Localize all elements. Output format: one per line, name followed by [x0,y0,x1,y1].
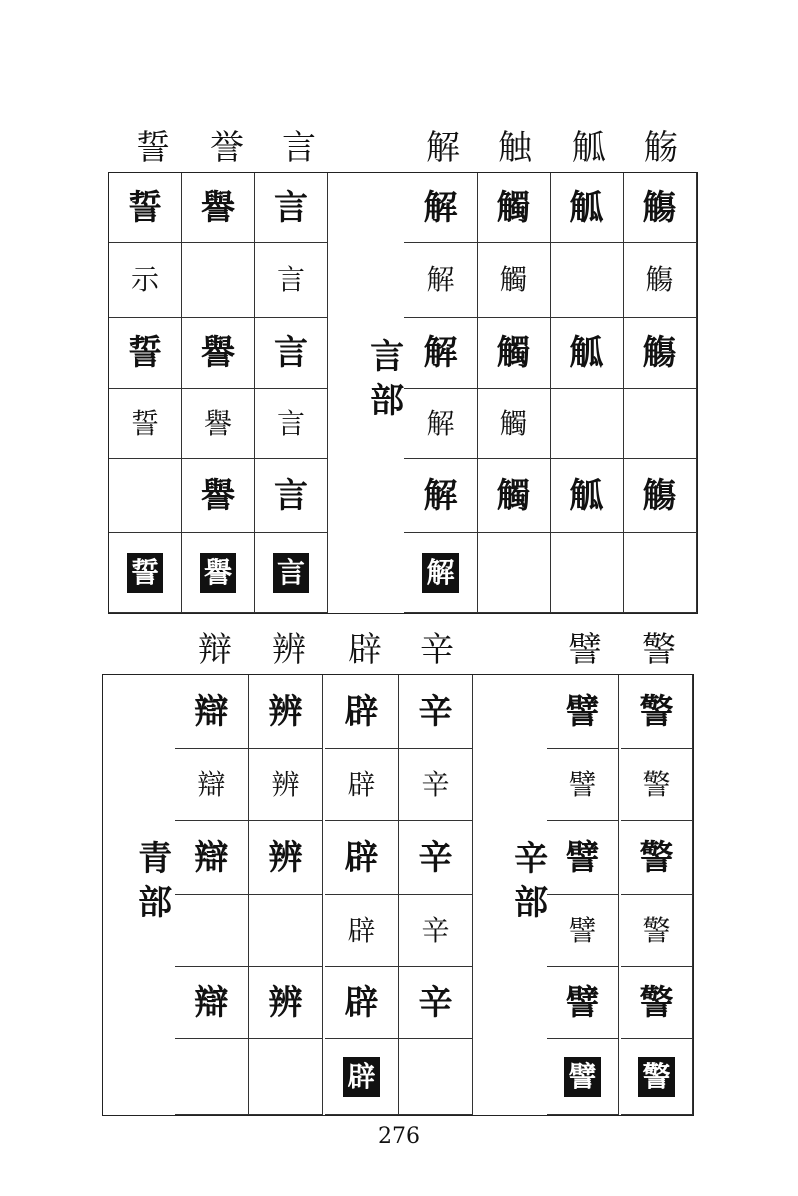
glyph-character: 辯 [194,982,229,1023]
glyph-cell [399,895,473,967]
glyph-cell [404,533,478,613]
glyph-character: 辟 [343,1057,379,1097]
glyph-character: 言 [274,187,308,228]
glyph-cell [621,821,693,895]
glyph-character: 譽 [201,187,235,228]
glyph-character: 譽 [200,553,236,593]
glyph-cell [109,243,182,318]
glyph-character: 誓 [128,187,162,228]
glyph-cell [399,967,473,1039]
glyph-cell [249,749,323,821]
glyph-cell [175,895,249,967]
glyph-character: 觸 [496,187,531,228]
top-header-0: 誓 [136,128,170,168]
glyph-cell [325,749,399,821]
glyph-cell [547,821,619,895]
glyph-cell [325,821,399,895]
glyph-cell [621,967,693,1039]
top-header-5: 觚 [572,128,606,168]
page-number: 276 [378,1124,420,1149]
glyph-character: 觸 [499,406,528,440]
top-header-4: 触 [498,128,532,168]
glyph-character: 解 [423,333,458,373]
bottom-section-right: 辛部 [507,840,548,928]
glyph-character: 解 [426,263,455,296]
glyph-cell [623,459,697,533]
glyph-character: 譽 [201,333,235,373]
glyph-cell [404,173,478,243]
glyph-character: 譽 [203,406,232,440]
glyph-cell [249,895,323,967]
glyph-character: 辛 [418,837,453,878]
glyph-character: 辨 [268,691,303,732]
glyph-character: 辯 [194,837,229,878]
top-header-2: 言 [282,128,316,168]
glyph-cell [477,459,551,533]
glyph-character: 誓 [130,406,159,440]
glyph-character: 譬 [568,913,597,947]
glyph-cell [477,533,551,613]
glyph-cell [182,533,255,613]
glyph-character: 言 [274,475,308,516]
top-glyph-grid [108,172,698,614]
top-header-6: 觞 [644,128,678,168]
glyph-cell [249,675,323,749]
glyph-cell [547,967,619,1039]
glyph-cell [175,821,249,895]
top-section-label: 言部 [363,338,404,426]
glyph-cell [255,318,328,389]
glyph-character: 辯 [197,767,226,801]
glyph-character: 觴 [642,187,677,228]
glyph-cell [477,173,551,243]
glyph-cell [182,173,255,243]
glyph-cell [547,749,619,821]
glyph-cell [182,459,255,533]
glyph-cell [255,389,328,459]
glyph-cell [477,389,551,459]
glyph-character: 言 [274,333,308,373]
bottom-header-2: 辟 [348,630,382,670]
glyph-character: 觸 [499,263,528,296]
glyph-cell [623,533,697,613]
glyph-cell [547,1039,619,1115]
glyph-character: 警 [642,767,671,801]
glyph-cell [399,821,473,895]
glyph-character: 解 [423,475,458,516]
glyph-character: 解 [426,406,455,440]
glyph-cell [182,243,255,318]
glyph-character: 觴 [642,475,677,516]
glyph-character: 辟 [344,837,379,878]
glyph-cell [399,1039,473,1115]
glyph-cell [325,967,399,1039]
glyph-cell [182,318,255,389]
glyph-cell [623,243,697,318]
glyph-character: 辟 [344,691,379,732]
glyph-character: 觚 [569,187,604,228]
bottom-header-4: 譬 [568,630,602,670]
glyph-cell [399,675,473,749]
glyph-character: 誓 [127,553,163,593]
glyph-cell [109,533,182,613]
glyph-character: 譽 [201,475,235,516]
glyph-cell [404,389,478,459]
glyph-character: 觸 [496,475,531,516]
glyph-character: 譬 [568,767,597,801]
top-header-3: 解 [426,128,460,168]
glyph-cell [550,243,624,318]
glyph-character: 辨 [268,837,303,878]
glyph-cell [249,967,323,1039]
glyph-cell [249,1039,323,1115]
bottom-header-5: 警 [642,630,676,670]
glyph-cell [175,675,249,749]
glyph-cell [399,749,473,821]
glyph-character: 辟 [347,913,376,947]
glyph-character: 警 [642,913,671,947]
glyph-cell [182,389,255,459]
glyph-cell [255,173,328,243]
glyph-cell [325,1039,399,1115]
glyph-character: 辨 [268,982,303,1023]
glyph-cell [547,675,619,749]
glyph-cell [404,459,478,533]
glyph-cell [550,318,624,389]
glyph-character: 譬 [565,837,600,878]
glyph-character: 警 [639,691,674,732]
glyph-character: 辛 [421,767,450,801]
glyph-character: 言 [273,553,309,593]
glyph-character: 警 [639,837,674,878]
glyph-cell [550,389,624,459]
glyph-cell [621,749,693,821]
glyph-cell [175,1039,249,1115]
glyph-character: 觚 [569,333,604,373]
glyph-character: 示 [130,263,159,296]
glyph-character: 言 [276,406,305,440]
bottom-header-3: 辛 [420,630,454,670]
glyph-character: 觚 [569,475,604,516]
glyph-character: 辨 [271,767,300,801]
top-header-1: 誉 [210,128,244,168]
glyph-cell [550,173,624,243]
glyph-character: 解 [422,553,458,593]
glyph-character: 辟 [347,767,376,801]
glyph-character: 譬 [565,982,600,1023]
bottom-glyph-grid [102,674,694,1116]
glyph-character: 警 [639,982,674,1023]
glyph-character: 警 [638,1057,674,1097]
glyph-character: 言 [276,263,305,296]
glyph-cell [175,749,249,821]
glyph-cell [623,318,697,389]
bottom-section-left: 青部 [131,840,172,928]
glyph-cell [621,895,693,967]
glyph-cell [175,967,249,1039]
glyph-cell [325,675,399,749]
glyph-character: 辛 [421,913,450,947]
glyph-cell [255,533,328,613]
glyph-cell [477,318,551,389]
glyph-cell [623,389,697,459]
glyph-cell [255,243,328,318]
glyph-cell [621,675,693,749]
glyph-cell [621,1039,693,1115]
glyph-cell [477,243,551,318]
glyph-character: 辛 [418,691,453,732]
glyph-character: 誓 [128,333,162,373]
glyph-character: 解 [423,187,458,228]
glyph-cell [404,318,478,389]
glyph-character: 觸 [496,333,531,373]
glyph-cell [109,173,182,243]
glyph-character: 辟 [344,982,379,1023]
glyph-character: 譬 [565,691,600,732]
glyph-character: 辛 [418,982,453,1023]
glyph-character: 觴 [642,333,677,373]
glyph-cell [109,389,182,459]
glyph-cell [550,533,624,613]
bottom-header-0: 辩 [198,630,232,670]
glyph-character: 觴 [645,263,674,296]
glyph-cell [109,459,182,533]
glyph-cell [325,895,399,967]
glyph-cell [404,243,478,318]
glyph-cell [547,895,619,967]
glyph-cell [550,459,624,533]
glyph-cell [623,173,697,243]
glyph-cell [255,459,328,533]
bottom-header-1: 辨 [272,630,306,670]
glyph-character: 辯 [194,691,229,732]
glyph-cell [249,821,323,895]
glyph-character: 譬 [564,1057,600,1097]
glyph-cell [109,318,182,389]
